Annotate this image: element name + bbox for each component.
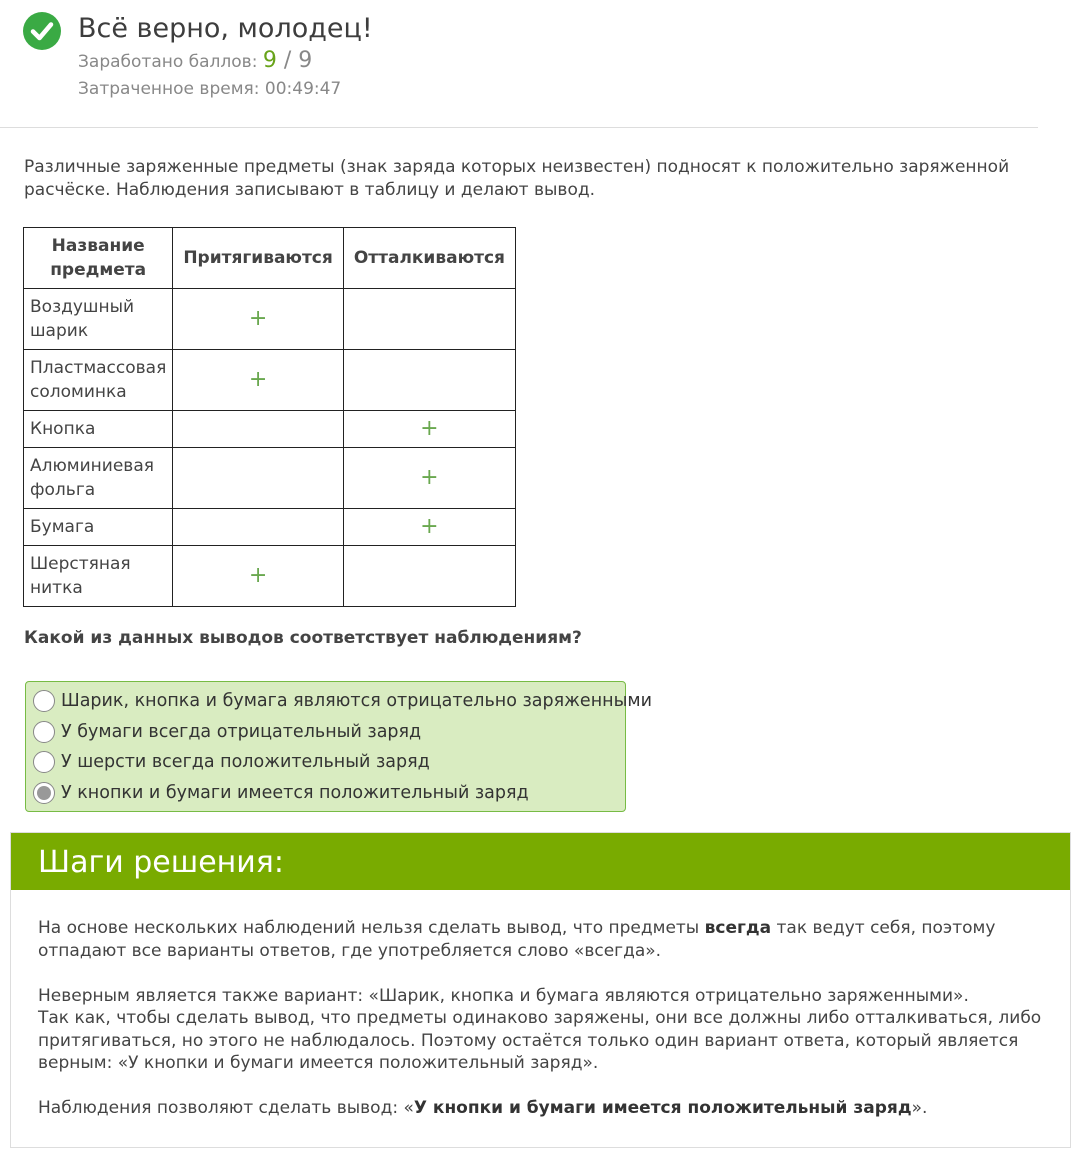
solution-text: Неверным является также вариант: «Шарик, кнопка и бумага являются отрицательно заряженными». [38, 985, 969, 1006]
repel-mark: + [343, 411, 515, 448]
column-header: Отталкиваются [343, 228, 515, 289]
option-label: У кнопки и бумаги имеется положительный заряд [61, 782, 529, 803]
table-row [24, 411, 516, 448]
result-title: Всё верно, молодец! [78, 13, 373, 44]
answer-option[interactable] [26, 747, 625, 778]
repel-mark: + [343, 448, 515, 509]
table-row [24, 509, 516, 546]
attract-mark [173, 448, 343, 509]
check-circle-icon [23, 12, 61, 50]
answer-option[interactable] [26, 717, 625, 748]
item-name: Алюминиевая фольга [24, 448, 173, 509]
score-line [78, 48, 312, 73]
observation-table [23, 227, 516, 607]
column-header: Название предмета [24, 228, 173, 289]
table-row [24, 546, 516, 607]
table-row [24, 289, 516, 350]
repel-mark [343, 350, 515, 411]
score-got: 9 [262, 48, 277, 73]
answer-options [25, 681, 652, 812]
option-label: У бумаги всегда отрицательный заряд [61, 721, 422, 742]
item-name: Шерстяная нитка [24, 546, 173, 607]
item-name: Пластмассовая соломинка [24, 350, 173, 411]
result-header [0, 0, 1038, 128]
radio-button[interactable] [33, 721, 55, 743]
solution-emphasis: всегда [704, 918, 772, 938]
score-max: 9 [298, 48, 313, 73]
question-text: Различные заряженные предметы (знак заряда которых неизвестен) подносят к положительно заряженной расчёске. Наблюдения записывают в таблицу и делают вывод. [24, 157, 1010, 200]
option-label: У шерсти всегда положительный заряд [61, 752, 430, 773]
solution-text: Так как, чтобы сделать вывод, что предметы одинаково заряжены, они все должны либо отталкиваться, либо притягиваться, но этого не наблюдалось. Поэтому остаётся только один вариант ответа, который является верным: «У кнопки и бумаги имеется положительный заряд». [38, 1008, 1042, 1073]
radio-button[interactable] [33, 751, 55, 773]
item-name: Бумага [24, 509, 173, 546]
repel-mark [343, 289, 515, 350]
attract-mark [173, 411, 343, 448]
solution-emphasis: У кнопки и бумаги имеется положительный заряд [413, 1098, 912, 1118]
table-row [24, 448, 516, 509]
table-header-row [24, 228, 516, 289]
option-label: Шарик, кнопка и бумага являются отрицательно заряженными [61, 691, 652, 712]
time-label: Затраченное время: [78, 79, 265, 99]
solution-title: Шаги решения: [11, 833, 1070, 890]
solution-text: ». [911, 1098, 928, 1118]
attract-mark [173, 509, 343, 546]
item-name: Кнопка [24, 411, 173, 448]
solution-panel [10, 832, 1071, 1148]
solution-text: На основе нескольких наблюдений нельзя сделать вывод, что предметы [38, 918, 705, 938]
score-separator: / [276, 48, 299, 73]
table-row [24, 350, 516, 411]
radio-button-selected[interactable] [33, 782, 55, 804]
answer-option[interactable] [26, 686, 652, 717]
solution-text: так ведут себя, поэтому отпадают все варианты ответов, где употребляется слово «всегда». [38, 918, 996, 961]
attract-mark: + [173, 546, 343, 607]
answer-option-selected[interactable] [26, 778, 625, 809]
score-label: Заработано баллов: [78, 52, 263, 72]
time-line [78, 79, 341, 99]
repel-mark: + [343, 509, 515, 546]
column-header: Притягиваются [173, 228, 343, 289]
repel-mark [343, 546, 515, 607]
solution-paragraph [38, 1097, 1042, 1120]
solution-paragraph [38, 917, 1042, 962]
solution-text: Наблюдения позволяют сделать вывод: « [38, 1098, 414, 1118]
attract-mark: + [173, 289, 343, 350]
solution-paragraph [38, 985, 1042, 1075]
time-value: 00:49:47 [264, 79, 342, 99]
question-prompt: Какой из данных выводов соответствует наблюдениям? [24, 628, 582, 648]
radio-button[interactable] [33, 690, 55, 712]
attract-mark: + [173, 350, 343, 411]
solution-body [11, 890, 1070, 1120]
item-name: Воздушный шарик [24, 289, 173, 350]
